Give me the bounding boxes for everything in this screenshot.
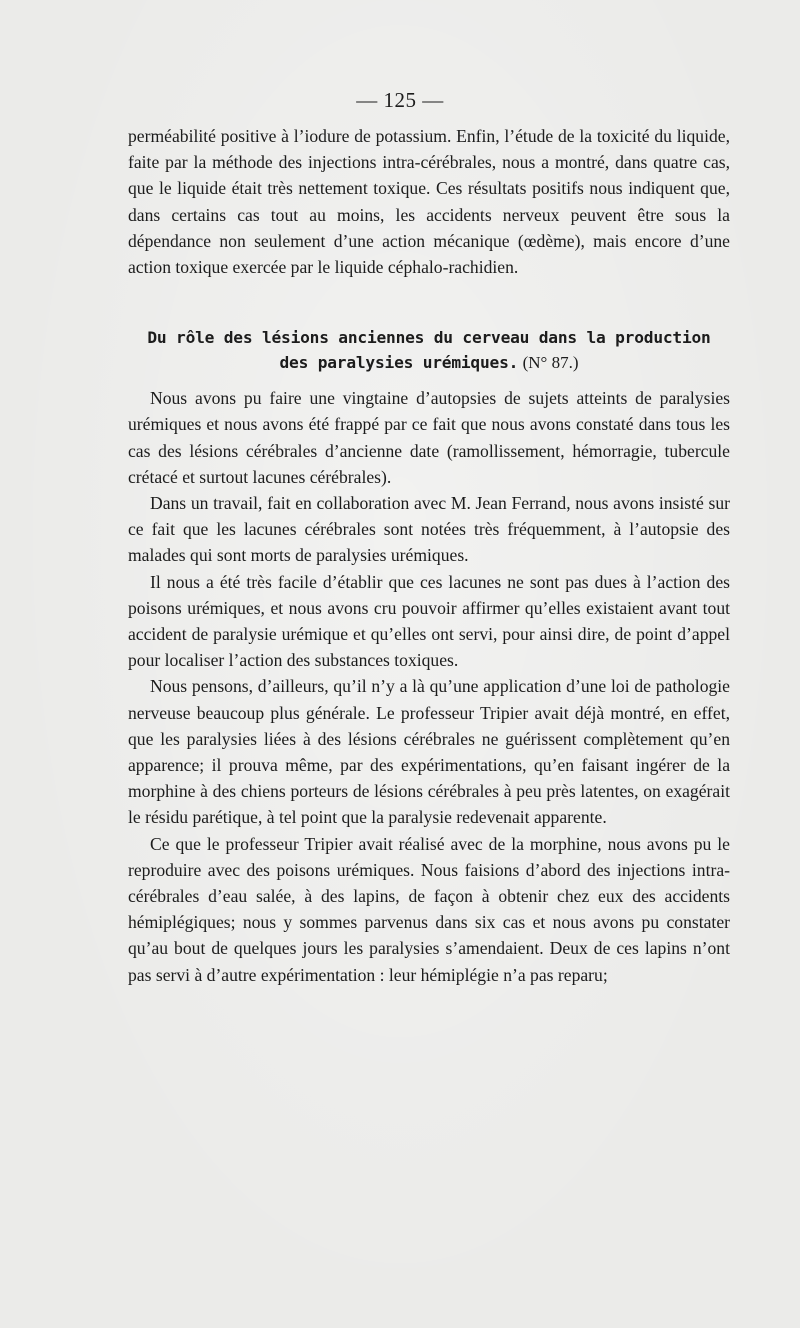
intro-paragraph: perméabilité positive à l’iodure de potassium. Enfin, l’étude de la toxicité du liquide, faite par la méthode des injections intra-cérébrales, nous a montré, dans quatre cas, que le liquide était très nettement toxique. Ces résultats positifs nous indiquent que, dans certains cas tout au moins, les accidents nerveux peuvent être sous la dépendance non seulement d’une action mécanique (œdème), mais encore d’une action toxique exercée par le liquide céphalo-rachidien. — [128, 126, 730, 278]
section-heading — [128, 326, 730, 375]
section-heading-line-2-text: des paralysies urémiques. — [279, 353, 519, 373]
section-paragraph: Nous avons pu faire une vingtaine d’autopsies de sujets atteints de paralysies urémiques et nous avons été frappé par ce fait que nous avons constaté dans tous les cas des lésions cérébrales d’ancienne date (ramollissement, hémorragie, tubercule crétacé et surtout lacunes cérébrales). — [128, 388, 730, 487]
section-paragraph: Nous pensons, d’ailleurs, qu’il n’y a là qu’une application d’une loi de pathologie nerveuse beaucoup plus générale. Le professeur Tripier avait déjà montré, en effet, que les paralysies liées à des lésions cérébrales ne guérissent complètement qu’en apparence; il prouva même, par des expérimentations, qu’en faisant ingérer de la morphine à des chiens porteurs de lésions cérébrales à peu près latentes, on exagérait le résidu parétique, à tel point que la paralysie redevenait apparente. — [128, 676, 730, 828]
section-paragraph: Dans un travail, fait en collaboration avec M. Jean Ferrand, nous avons insisté sur ce fait que les lacunes cérébrales sont notées très fréquemment, à l’autopsie des malades qui sont morts de paralysies urémiques. — [128, 493, 730, 566]
section-heading-line-2 — [128, 350, 730, 375]
page-body — [128, 123, 730, 988]
section-paragraph: Il nous a été très facile d’établir que ces lacunes ne sont pas dues à l’action des poisons urémiques, et nous avons cru pouvoir affirmer qu’elles existaient avant tout accident de paralysie urémique et qu’elles ont servi, pour ainsi dire, de point d’appel pour localiser l’action des substances toxiques. — [128, 571, 730, 671]
section-body — [128, 385, 730, 988]
section-reference-number: (N° 87.) — [522, 353, 579, 373]
section-paragraph: Ce que le professeur Tripier avait réalisé avec de la morphine, nous avons pu le reproduire avec des poisons urémiques. Nous faisions d’abord des injections intra-cérébrales d’eau salée, à des lapins, de façon à obtenir chez eux des accidents hémiplégiques; nous y sommes parvenus dans six cas et nous avons pu constater qu’au bout de quelques jours les paralysies s’amendaient. Deux de ces lapins n’ont pas servi à d’autre expérimentation : leur hémiplégie n’a pas reparu; — [128, 833, 730, 985]
page-number: — 125 — — [356, 88, 444, 112]
section-heading-line-1: Du rôle des lésions anciennes du cerveau dans la production — [147, 328, 711, 348]
